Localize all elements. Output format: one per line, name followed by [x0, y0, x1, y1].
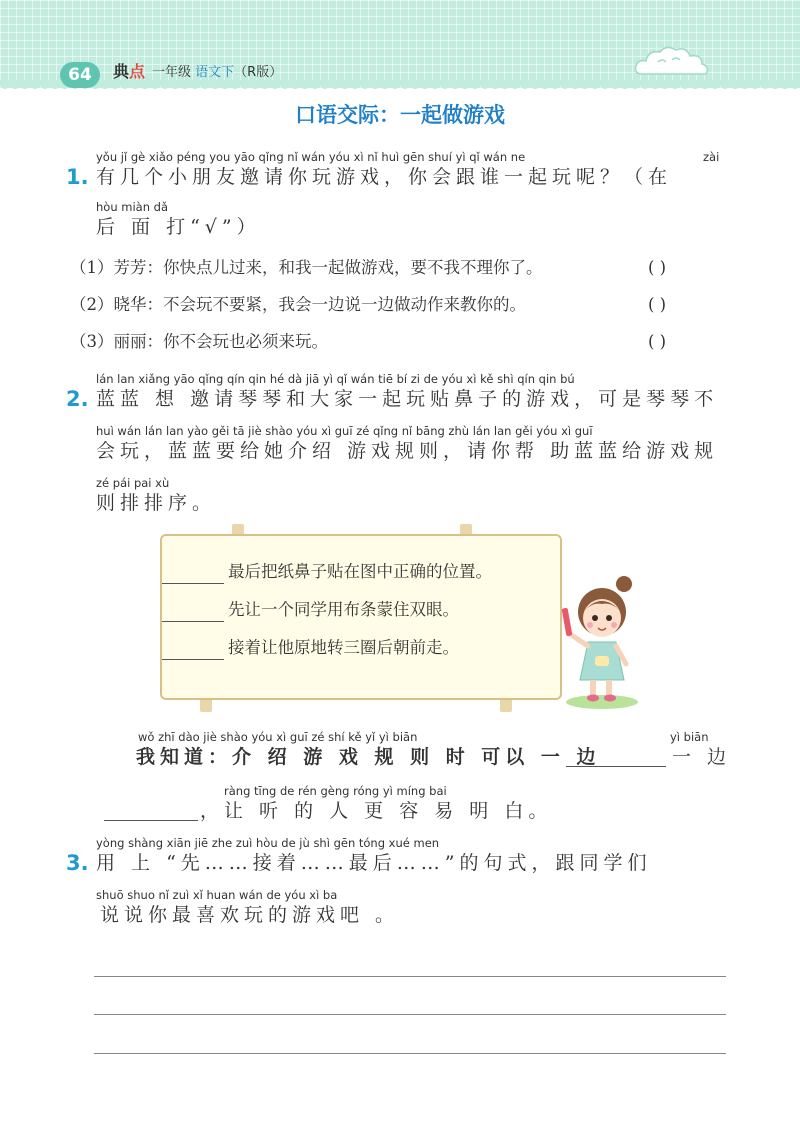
know-pinyin-line1b: yì biān	[670, 730, 709, 744]
q1-option-3: （3）丽丽：你不会玩也必须来玩。	[70, 332, 328, 351]
board-row-2	[162, 598, 459, 622]
q2-text-line1: 蓝蓝 想 邀请琴琴和大家一起玩贴鼻子的游戏，可是琴琴不	[96, 388, 719, 410]
q1-option-2: （2）晓华：不会玩不要紧，我会一边说一边做动作来教你的。	[70, 295, 526, 314]
q1-number: 1.	[66, 165, 89, 189]
page-title: 口语交际：一起做游戏	[295, 103, 505, 127]
board-line-2: 先让一个同学用布条蒙住双眼。	[228, 600, 459, 619]
order-blank-3[interactable]	[162, 639, 224, 660]
page-number-badge: 64	[60, 62, 100, 88]
q3-pinyin-line2: shuō shuo nǐ zuì xǐ huan wán de yóu xì ba	[96, 888, 338, 902]
q1-text-line1: 有几个小朋友邀请你玩游戏，你会跟谁一起玩呢？（在	[96, 166, 673, 188]
q1-answer-paren-3[interactable]: ( )	[648, 332, 667, 351]
q1-answer-paren-1[interactable]: ( )	[648, 258, 667, 277]
cloud-decoration-icon	[632, 44, 712, 80]
q3-pinyin-line1: yòng shàng xiān jiē zhe zuì hòu de jù shì gēn tóng xué men	[96, 836, 440, 850]
board-row-3	[162, 636, 459, 660]
girl-illustration	[560, 568, 642, 710]
board-line-1: 最后把纸鼻子贴在图中正确的位置。	[228, 562, 492, 581]
q2-number: 2.	[66, 387, 89, 411]
know-pinyin-line1: wǒ zhī dào jiè shào yóu xì guī zé shí kě yǐ yì biān	[138, 730, 418, 744]
q2-text-line2: 会玩，蓝蓝要给她介绍 游戏规则，请你帮 助蓝蓝给游戏规	[96, 440, 719, 462]
q1-option-1: （1）芳芳：你快点儿过来，和我一起做游戏，要不我不理你了。	[70, 258, 543, 277]
grade-label: 一年级 语文下（R版）	[152, 65, 283, 80]
q1-pinyin-zai: zài	[703, 150, 720, 164]
know-blank-1[interactable]	[566, 766, 666, 767]
know-text-line1: 我知道：介 绍 游 戏 规 则 时 可以 一 边	[136, 746, 601, 768]
q1-pinyin-line1: yǒu jǐ gè xiǎo péng you yāo qǐng nǐ wán yóu xì nǐ huì gēn shuí yì qǐ wán ne	[96, 150, 526, 164]
know-pinyin-line2: ràng tīng de rén gèng róng yì míng bai	[224, 784, 447, 798]
q2-pinyin-line1: lán lan xiǎng yāo qǐng qín qin hé dà jiā yì qǐ wán tiē bí zi de yóu xì kě shì qín qin bú	[96, 372, 575, 386]
order-blank-2[interactable]	[162, 601, 224, 622]
order-blank-1[interactable]	[162, 563, 224, 584]
rules-sign-board	[160, 534, 562, 700]
board-line-3: 接着让他原地转三圈后朝前走。	[228, 638, 459, 657]
know-text-line2: ，让 听 的 人 更 容 易 明 白。	[200, 800, 553, 822]
writing-line-3[interactable]	[94, 1053, 726, 1054]
board-row-1	[162, 560, 492, 584]
know-blank-2[interactable]	[104, 820, 198, 821]
q1-pinyin-line2: hòu miàn dǎ	[96, 200, 169, 214]
q2-pinyin-line3: zé pái pai xù	[96, 476, 170, 490]
writing-line-2[interactable]	[94, 1014, 726, 1015]
know-text-line1b: 一 边	[672, 746, 732, 768]
writing-line-1[interactable]	[94, 976, 726, 977]
q3-number: 3.	[66, 851, 89, 875]
brand-logo: 典点	[113, 62, 146, 81]
q1-answer-paren-2[interactable]: ( )	[648, 295, 667, 314]
q3-text-line2: 说说你最喜欢玩的游戏吧 。	[100, 904, 400, 926]
q2-text-line3: 则排排序。	[96, 492, 217, 514]
q1-text-line2: 后 面 打“√”）	[96, 216, 261, 238]
q2-pinyin-line2: huì wán lán lan yào gěi tā jiè shào yóu xì guī zé qǐng nǐ bāng zhù lán lan gěi yóu xì guī	[96, 424, 593, 438]
q3-text-line1: 用 上 “先……接着……最后……”的句式，跟同学们	[96, 852, 652, 874]
